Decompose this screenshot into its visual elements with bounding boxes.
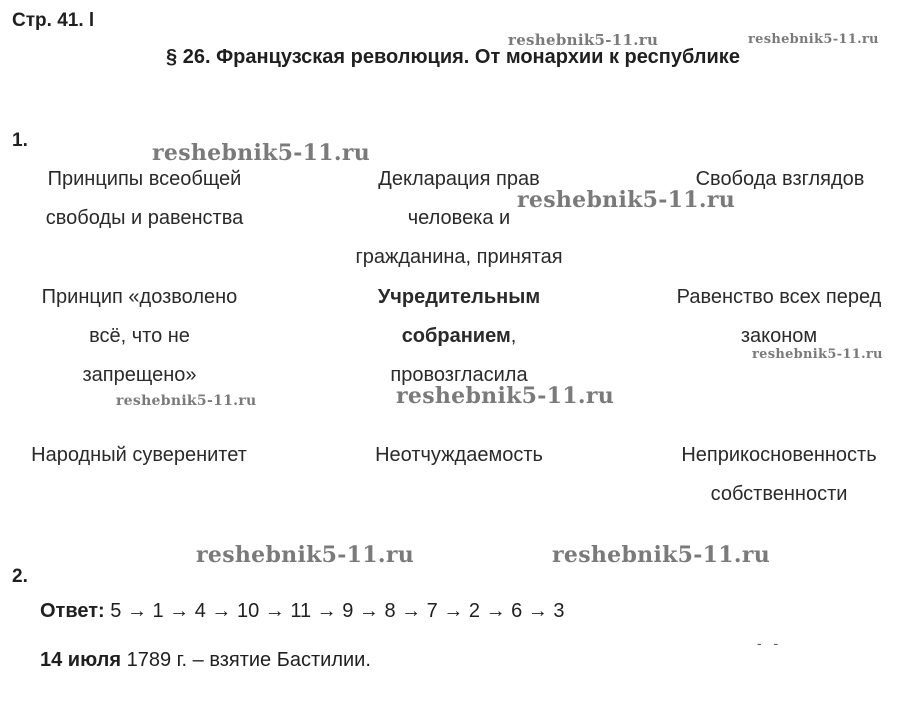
cell-line: Народный суверенитет xyxy=(31,444,247,466)
cell-line: Декларация прав xyxy=(378,168,540,190)
cell-principles-freedom xyxy=(12,160,277,238)
page-header: Стр. 41. l xyxy=(12,10,95,31)
event-description: 1789 г. – взятие Бастилии. xyxy=(126,649,371,671)
cell-permitted-principle xyxy=(12,278,267,395)
watermark: reshebnik5-11.ru xyxy=(517,187,736,213)
cell-equality-law xyxy=(650,278,906,356)
cell-line: Равенство всех перед xyxy=(676,286,882,308)
event-line xyxy=(40,649,371,672)
section-title: § 26. Французская революция. От монархии к республике xyxy=(166,46,740,68)
assembly-bold-word: собранием xyxy=(401,325,511,347)
cell-line-bold: Учредительным xyxy=(377,286,541,308)
watermark: reshebnik5-11.ru xyxy=(396,383,615,409)
watermark: reshebnik5-11.ru xyxy=(196,542,415,568)
watermark: reshebnik5-11.ru xyxy=(116,393,257,409)
cell-line: человека и xyxy=(407,207,511,229)
cell-line: провозгласила xyxy=(390,364,528,386)
answer-label: Ответ: xyxy=(40,600,105,622)
cell-line: запрещено» xyxy=(82,364,197,386)
cell-line: законом xyxy=(740,325,818,347)
cell-line: всё, что не xyxy=(89,325,190,347)
cell-constituent-assembly xyxy=(325,278,593,395)
task-2-number: 2. xyxy=(12,566,28,587)
cell-line: гражданина, принятая xyxy=(355,246,563,268)
watermark: reshebnik5-11.ru xyxy=(752,347,883,362)
event-date: 14 июля xyxy=(40,649,122,671)
cell-inalienability xyxy=(325,436,593,475)
cell-line-mixed xyxy=(325,317,593,356)
cell-line: Свобода взглядов xyxy=(695,168,865,190)
comma: , xyxy=(510,325,517,347)
cell-line: свободы и равенства xyxy=(45,207,244,229)
cell-popular-sovereignty xyxy=(10,436,268,475)
watermark: reshebnik5-11.ru xyxy=(152,140,371,166)
watermark: reshebnik5-11.ru xyxy=(508,31,659,49)
stray-marks: - - xyxy=(757,635,783,651)
cell-line: собственности xyxy=(710,483,848,505)
watermark: reshebnik5-11.ru xyxy=(748,32,879,47)
task-1-number: 1. xyxy=(12,130,28,151)
answer-sequence: 5 → 1 → 4 → 10 → 11 → 9 → 8 → 7 → 2 → 6 → 3 xyxy=(110,600,565,622)
cell-declaration xyxy=(325,160,593,277)
answer-line xyxy=(40,600,565,623)
cell-line: Неприкосновенность xyxy=(681,444,877,466)
cell-line: Принцип «дозволено xyxy=(41,286,238,308)
cell-line: Принципы всеобщей xyxy=(47,168,242,190)
cell-line: Неотчуждаемость xyxy=(375,444,543,466)
watermark: reshebnik5-11.ru xyxy=(552,542,771,568)
cell-inviolability-property xyxy=(650,436,906,514)
